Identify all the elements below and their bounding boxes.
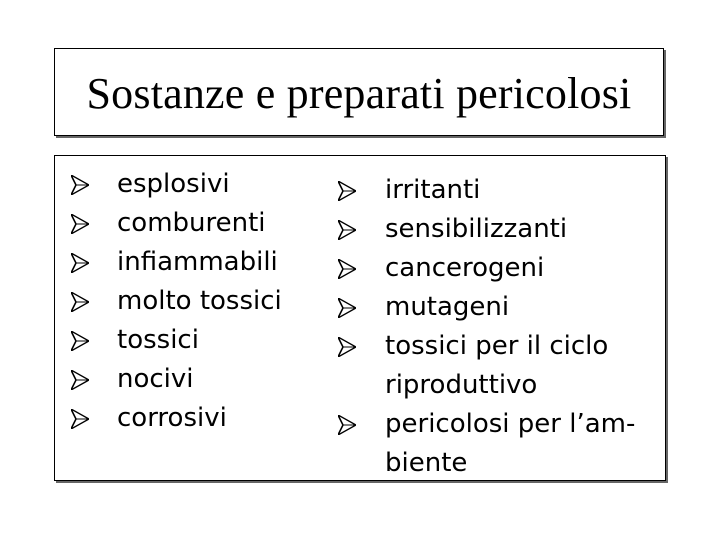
list-item bbox=[71, 399, 341, 438]
arrow-bullet-icon bbox=[71, 331, 89, 351]
list-item-label: sensibilizzanti bbox=[385, 214, 568, 244]
arrow-bullet-icon bbox=[338, 415, 356, 435]
list-item-label: cancerogeni bbox=[385, 253, 545, 283]
list-item bbox=[338, 327, 658, 405]
list-item-label: corrosivi bbox=[117, 403, 227, 433]
list-item-label: tossici bbox=[117, 325, 199, 355]
list-item bbox=[338, 171, 658, 210]
list-item bbox=[71, 360, 341, 399]
arrow-bullet-icon bbox=[338, 181, 356, 201]
arrow-bullet-icon bbox=[338, 298, 356, 318]
list-item-label: comburenti bbox=[117, 208, 266, 238]
list-item-label: mutageni bbox=[385, 292, 510, 322]
slide-title: Sostanze e preparati pericolosi bbox=[86, 68, 632, 118]
arrow-bullet-icon bbox=[71, 214, 89, 234]
list-item-label: irritanti bbox=[385, 175, 481, 205]
left-list bbox=[71, 165, 341, 438]
list-item-label-line-2: riproduttivo bbox=[385, 370, 538, 400]
arrow-bullet-icon bbox=[71, 175, 89, 195]
list-item bbox=[71, 243, 341, 282]
arrow-bullet-icon bbox=[338, 220, 356, 240]
right-list bbox=[338, 171, 658, 483]
arrow-bullet-icon bbox=[338, 259, 356, 279]
list-item-label: esplosivi bbox=[117, 169, 230, 199]
arrow-bullet-icon bbox=[71, 409, 89, 429]
list-item bbox=[338, 405, 658, 483]
content-box bbox=[54, 155, 666, 481]
list-item-label-line-1: pericolosi per l’am- bbox=[385, 409, 636, 439]
arrow-bullet-icon bbox=[71, 253, 89, 273]
list-item-label: nocivi bbox=[117, 364, 194, 394]
list-item bbox=[71, 165, 341, 204]
list-item bbox=[71, 204, 341, 243]
arrow-bullet-icon bbox=[71, 370, 89, 390]
arrow-bullet-icon bbox=[71, 292, 89, 312]
list-item bbox=[338, 249, 658, 288]
list-item bbox=[71, 282, 341, 321]
list-item-label-line-1: tossici per il ciclo bbox=[385, 331, 609, 361]
list-item bbox=[338, 210, 658, 249]
list-item-label: infiammabili bbox=[117, 247, 278, 277]
list-item-label-line-2: biente bbox=[385, 448, 468, 478]
list-item-label: molto tossici bbox=[117, 286, 282, 316]
list-item bbox=[338, 288, 658, 327]
arrow-bullet-icon bbox=[338, 337, 356, 357]
title-box bbox=[54, 48, 664, 136]
list-item bbox=[71, 321, 341, 360]
